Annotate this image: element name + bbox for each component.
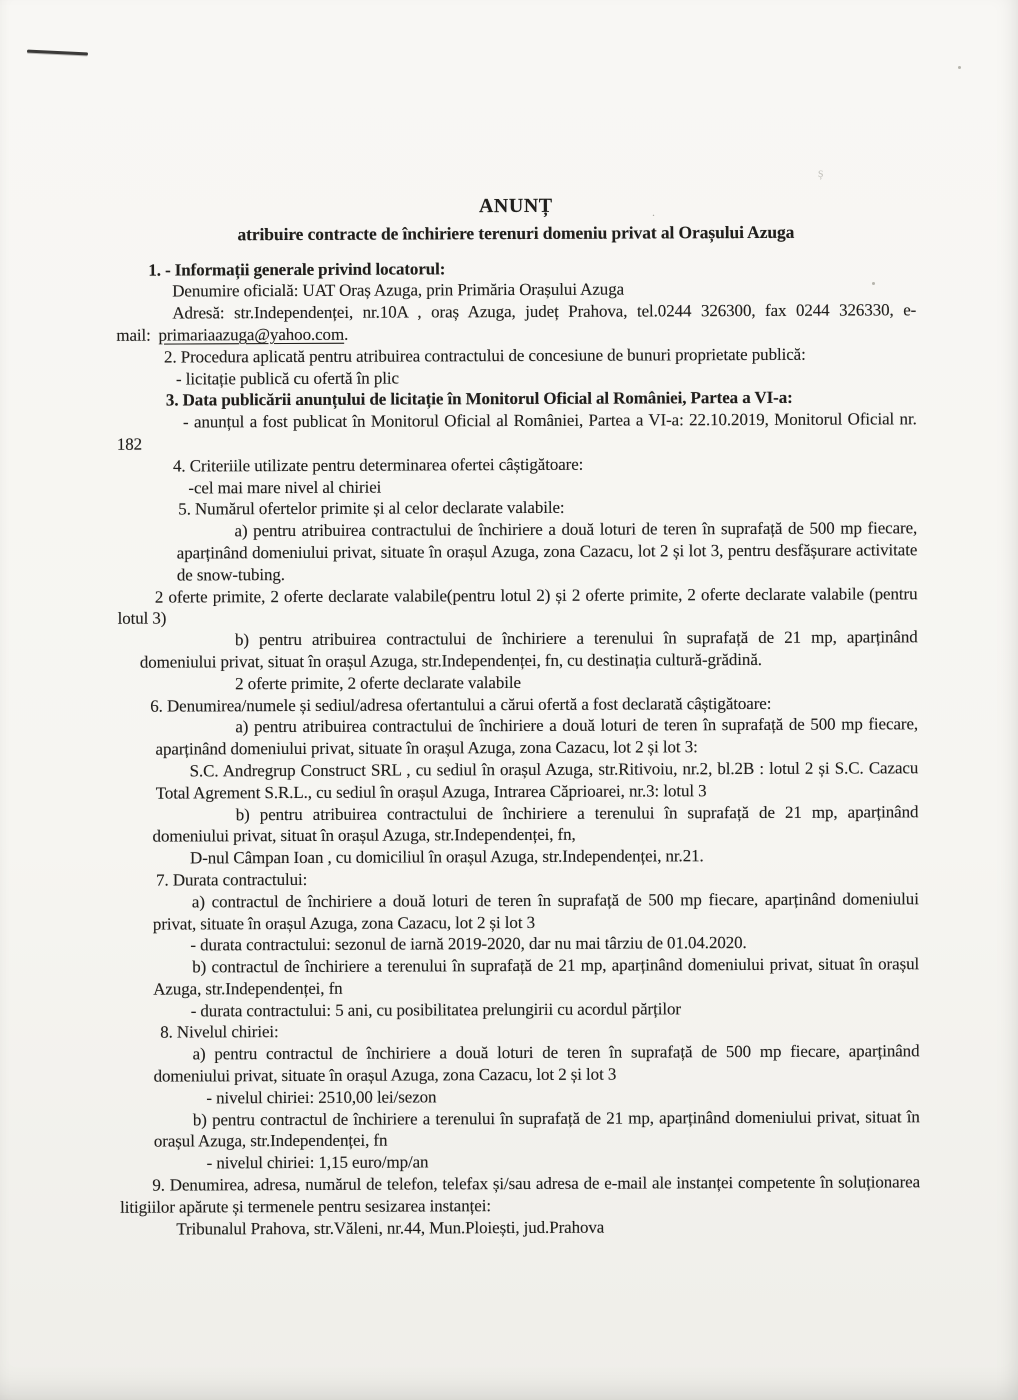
para-5a-oferte: 2 oferte primite, 2 oferte declarate valabile(pentru lotul 2) și 2 oferte primite, 2 oferte declarate valabile (pentru lotul 3) bbox=[117, 583, 918, 629]
scan-speck bbox=[958, 66, 961, 69]
para-item-1-heading: 1. - Informații generale privind locatorul: bbox=[148, 258, 446, 280]
para-5b-oferte: 2 oferte primite, 2 oferte declarate valabile bbox=[235, 672, 521, 693]
para-licitatie-publica: - licitație publică cu ofertă în plic bbox=[175, 368, 399, 389]
para-5a-loturi: a) pentru atribuirea contractului de închiriere a două loturi de teren în suprafață de 500 mp fiecare, aparținând domeniului privat, situate în orașul Azuga, zona Cazacu, lot 2 și lot 3, pentru desfășurare activitate de snow-tubing. bbox=[176, 518, 918, 585]
para-item-3-heading: 3. Data publicării anunțului de licitație în Monitorul Oficial al României, Partea a VI-a: bbox=[165, 388, 793, 410]
para-criteriu-chirie: -cel mai mare nivel al chiriei bbox=[188, 477, 382, 497]
para-item-8-heading: 8. Nivelul chiriei: bbox=[160, 1022, 279, 1043]
para-adresa bbox=[116, 299, 916, 346]
document-body bbox=[116, 194, 921, 1240]
para-anunt-publicat: - anunțul a fost publicat în Monitorul Oficial al României, Partea a VI-a: 22.10.2019, Monitorul Oficial nr. 182 bbox=[116, 409, 917, 454]
para-6a-castigatori: S.C. Andregrup Construct SRL , cu sediul în orașul Azuga, str.Ritivoiu, nr.2, bl.2B : lotul 2 și S.C. Cazacu Total Agrement S.R.L., cu sediul în orașul Azuga, Intrarea Căprioarei, nr.3: lotul 3 bbox=[155, 758, 919, 803]
address-period: . bbox=[344, 324, 349, 344]
document-subtitle: atribuire contracte de închiriere terenuri domeniu privat al Orașului Azuga bbox=[237, 221, 795, 245]
scan-speck: . bbox=[652, 205, 655, 219]
para-7a-contract: a) contractul de închiriere a două loturi de teren în suprafață de 500 mp fiecare, aparținând domeniului privat, situate în orașul Azuga, zona Cazacu, lot 2 și lot 3 bbox=[152, 888, 919, 934]
para-tribunal: Tribunalul Prahova, str.Văleni, nr.44, Mun.Ploiești, jud.Prahova bbox=[176, 1217, 605, 1239]
document-title: ANUNȚ bbox=[478, 194, 553, 218]
para-7b-contract: b) contractul de închiriere a terenului în suprafață de 21 mp, aparținând domeniului privat, situat în orașul Azuga, str.Independenței, fn bbox=[153, 954, 920, 999]
para-6a-loturi: a) pentru atribuirea contractului de închiriere a două loturi de teren în suprafață de 500 mp fiecare, aparținând domeniului privat, situate în orașul Azuga, zona Cazacu, lot 2 și lot 3: bbox=[155, 714, 919, 759]
address-text: Adresă: str.Independenței, nr.10A , oraș Azuga, județ Prahova, tel.0244 326300, fax 0244 326330, e-mail: bbox=[116, 300, 917, 345]
para-7a-durata: - durata contractului: sezonul de iarnă 2019-2020, dar nu mai târziu de 01.04.2020. bbox=[190, 933, 747, 955]
para-7b-durata: - durata contractului: 5 ani, cu posibilitatea prelungirii cu acordul părților bbox=[190, 998, 681, 1021]
para-item-5-heading: 5. Numărul ofertelor primite și al celor declarate valabile: bbox=[178, 498, 565, 519]
para-item-6-heading: 6. Denumirea/numele și sediul/adresa ofertantului a cărui ofertă a fost declarată câștigătoare: bbox=[150, 693, 772, 716]
para-6b-teren: b) pentru atribuirea contractului de închiriere a terenului în suprafață de 21 mp, aparținând domeniului privat, situat în orașul Azuga, str.Independenței, fn, bbox=[152, 801, 919, 846]
para-6b-castigator: D-nul Câmpan Ioan , cu domiciliul în orașul Azuga, str.Independenței, nr.21. bbox=[189, 846, 704, 868]
para-item-9-heading: 9. Denumirea, adresa, numărul de telefon, telefax și/sau adresa de e-mail ale instanței competente în soluționarea litigiilor apărute și termenele pentru sesizarea instanței: bbox=[120, 1172, 921, 1217]
scan-artifact-line bbox=[27, 50, 88, 56]
para-8a-nivel-chirie: - nivelul chiriei: 2510,00 lei/sezon bbox=[206, 1087, 437, 1108]
para-5b-teren: b) pentru atribuirea contractului de închiriere a terenului în suprafață de 21 mp, aparținând domeniului privat, situat în orașul Azuga, str.Independenței, fn, cu destinația cultură-grădină. bbox=[139, 627, 918, 672]
para-8b-contract: b) pentru contractul de închiriere a terenului în suprafață de 21 mp, aparținând domeniului privat, situat în orașul Azuga, str.Independenței, fn bbox=[153, 1106, 920, 1152]
email-address: primariaazuga@yahoo.com bbox=[158, 324, 345, 345]
para-denumire-oficiala: Denumire oficială: UAT Oraș Azuga, prin Primăria Orașului Azuga bbox=[172, 279, 625, 301]
para-8a-contract: a) pentru contractul de închiriere a două loturi de teren în suprafață de 500 mp fiecare, aparținând domeniului privat, situate în orașul Azuga, zona Cazacu, lot 2 și lot 3 bbox=[153, 1041, 920, 1086]
para-item-2-heading: 2. Procedura aplicată pentru atribuirea contractului de concesiune de bunuri proprietate publică: bbox=[163, 344, 806, 367]
para-8b-nivel-chirie: - nivelul chiriei: 1,15 euro/mp/an bbox=[206, 1152, 429, 1173]
para-item-4-heading: 4. Criteriile utilizate pentru determinarea ofertei câștigătoare: bbox=[172, 454, 584, 476]
scan-speck: ș bbox=[818, 166, 824, 181]
para-item-7-heading: 7. Durata contractului: bbox=[156, 869, 308, 890]
